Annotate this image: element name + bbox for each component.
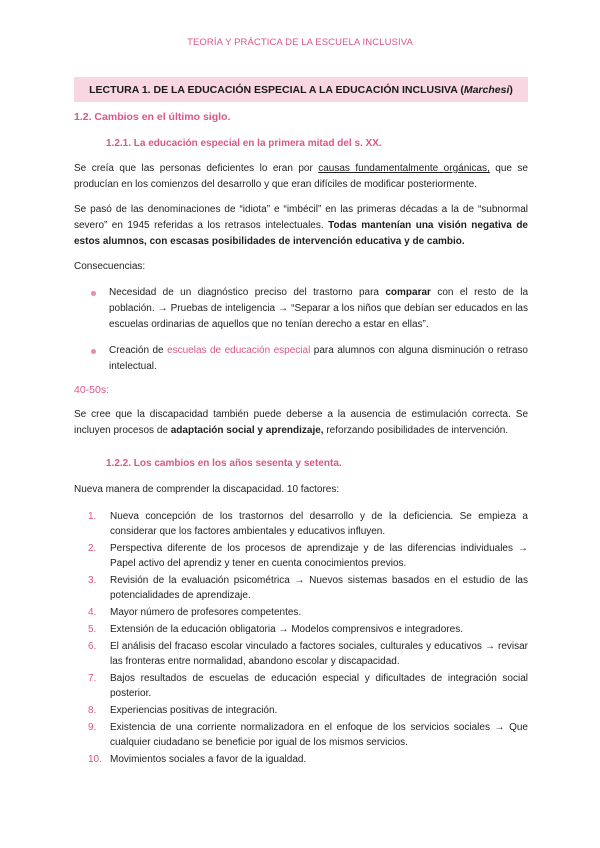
paragraph-causes-a: Se creía que las personas deficientes lo eran por: [74, 163, 319, 174]
factor-text: Movimientos sociales a favor de la igualdad.: [110, 754, 307, 765]
factor-item: [74, 622, 528, 637]
consequences-list: [74, 285, 528, 375]
decade-label: 40-50s:: [74, 384, 110, 396]
factor-item: [74, 671, 528, 701]
document-body: [74, 111, 528, 767]
list-item: Necesidad de un diagnóstico preciso del trastorno para comparar con el resto de la población. → Pruebas de inteligencia → “Separar a los niños que debían ser educados en las escuelas ordinarias de aquellos que no tenían derecho a estar en ellas”.: [74, 285, 528, 333]
factor-text: Perspectiva diferente de los procesos de aprendizaje y de las diferencias individuales → Papel activo del aprendiz y tener en cuenta conocimientos previos.: [110, 543, 528, 569]
factor-text: Bajos resultados de escuelas de educación especial y dificultades de integración social posterior.: [110, 673, 528, 699]
factor-number: 10.: [88, 754, 102, 765]
paragraph-stimulation: Se cree que la discapacidad también puede deberse a la ausencia de estimulación correcta. Se incluyen procesos de adaptación social y aprendizaje, reforzando posibilidades de intervención.: [74, 409, 528, 436]
factor-number: 8.: [88, 705, 97, 716]
section-heading: 1.2. Cambios en el último siglo.: [74, 111, 231, 123]
factor-item: [74, 720, 528, 750]
paragraph-denominations-bold: Todas mantenían una visión negativa de estos alumnos, con escasas posibilidades de intervención educativa y de cambio.: [74, 220, 528, 247]
factor-text: El análisis del fracaso escolar vinculado a factores sociales, culturales y educativos → revisar las fronteras entre normalidad, abandono escolar y discapacidad.: [110, 641, 528, 667]
factor-number: 1.: [88, 511, 97, 522]
factor-number: 5.: [88, 624, 97, 635]
factor-text: Experiencias positivas de integración.: [110, 705, 278, 716]
factor-number: 7.: [88, 673, 97, 684]
factor-text: Revisión de la evaluación psicométrica → Nuevos sistemas basados en el estudio de las potencialidades de aprendizaje.: [110, 575, 528, 601]
factor-number: 2.: [88, 543, 97, 554]
factor-item: [74, 605, 528, 620]
bullet-icon: [91, 291, 96, 296]
factor-number: 9.: [88, 722, 97, 733]
factor-number: 6.: [88, 641, 97, 652]
factor-text: Existencia de una corriente normalizadora en el enfoque de los servicios sociales → Que cualquier ciudadano se beneficie por igual de los mismos servicios.: [110, 722, 528, 748]
factor-item: [74, 541, 528, 571]
factor-item: [74, 703, 528, 718]
factor-item: [74, 752, 528, 767]
factors-intro: Nueva manera de comprender la discapacidad. 10 factores:: [74, 484, 340, 495]
factors-list: [74, 509, 528, 767]
subsection-heading-1: 1.2.1. La educación especial en la primera mitad del s. XX.: [106, 138, 382, 149]
factor-item: [74, 509, 528, 539]
lecture-title-close: ): [509, 83, 513, 96]
paragraph-causes: [74, 161, 528, 193]
factor-number: 3.: [88, 575, 97, 586]
running-header: TEORÍA Y PRÁCTICA DE LA ESCUELA INCLUSIVA: [187, 37, 413, 48]
paragraph-denominations-a: Se pasó de las denominaciones de “idiota” e “imbécil” en las primeras décadas a la de “subnormal severo” en 1945 referidas a los retrasos intelectuales.: [74, 204, 528, 231]
factor-item: [74, 639, 528, 669]
factor-text: Mayor número de profesores competentes.: [110, 607, 302, 618]
lecture-title-text: LECTURA 1. DE LA EDUCACIÓN ESPECIAL A LA EDUCACIÓN INCLUSIVA (: [89, 83, 464, 96]
lecture-title-author: Marchesi: [463, 83, 510, 96]
bullet-icon: [91, 349, 96, 354]
lecture-title-banner: [74, 77, 528, 102]
consequences-label: Consecuencias:: [74, 261, 146, 272]
paragraph-causes-underlined: causas fundamentalmente orgánicas,: [318, 163, 490, 174]
subsection-heading-2: 1.2.2. Los cambios en los años sesenta y setenta.: [106, 458, 342, 469]
paragraph-denominations: [74, 202, 528, 250]
factor-text: Nueva concepción de los trastornos del desarrollo y de la deficiencia. Se empieza a considerar que los factores ambientales y educativos influyen.: [110, 511, 528, 537]
factor-number: 4.: [88, 607, 97, 618]
factor-text: Extensión de la educación obligatoria → Modelos comprensivos e integradores.: [110, 624, 463, 635]
paragraph-causes-b: que se producían en los comienzos del desarrollo y que eran difíciles de modificar posteriormente.: [74, 163, 528, 190]
list-item: Creación de escuelas de educación especial para alumnos con alguna disminución o retraso intelectual.: [74, 343, 528, 375]
factor-item: [74, 573, 528, 603]
